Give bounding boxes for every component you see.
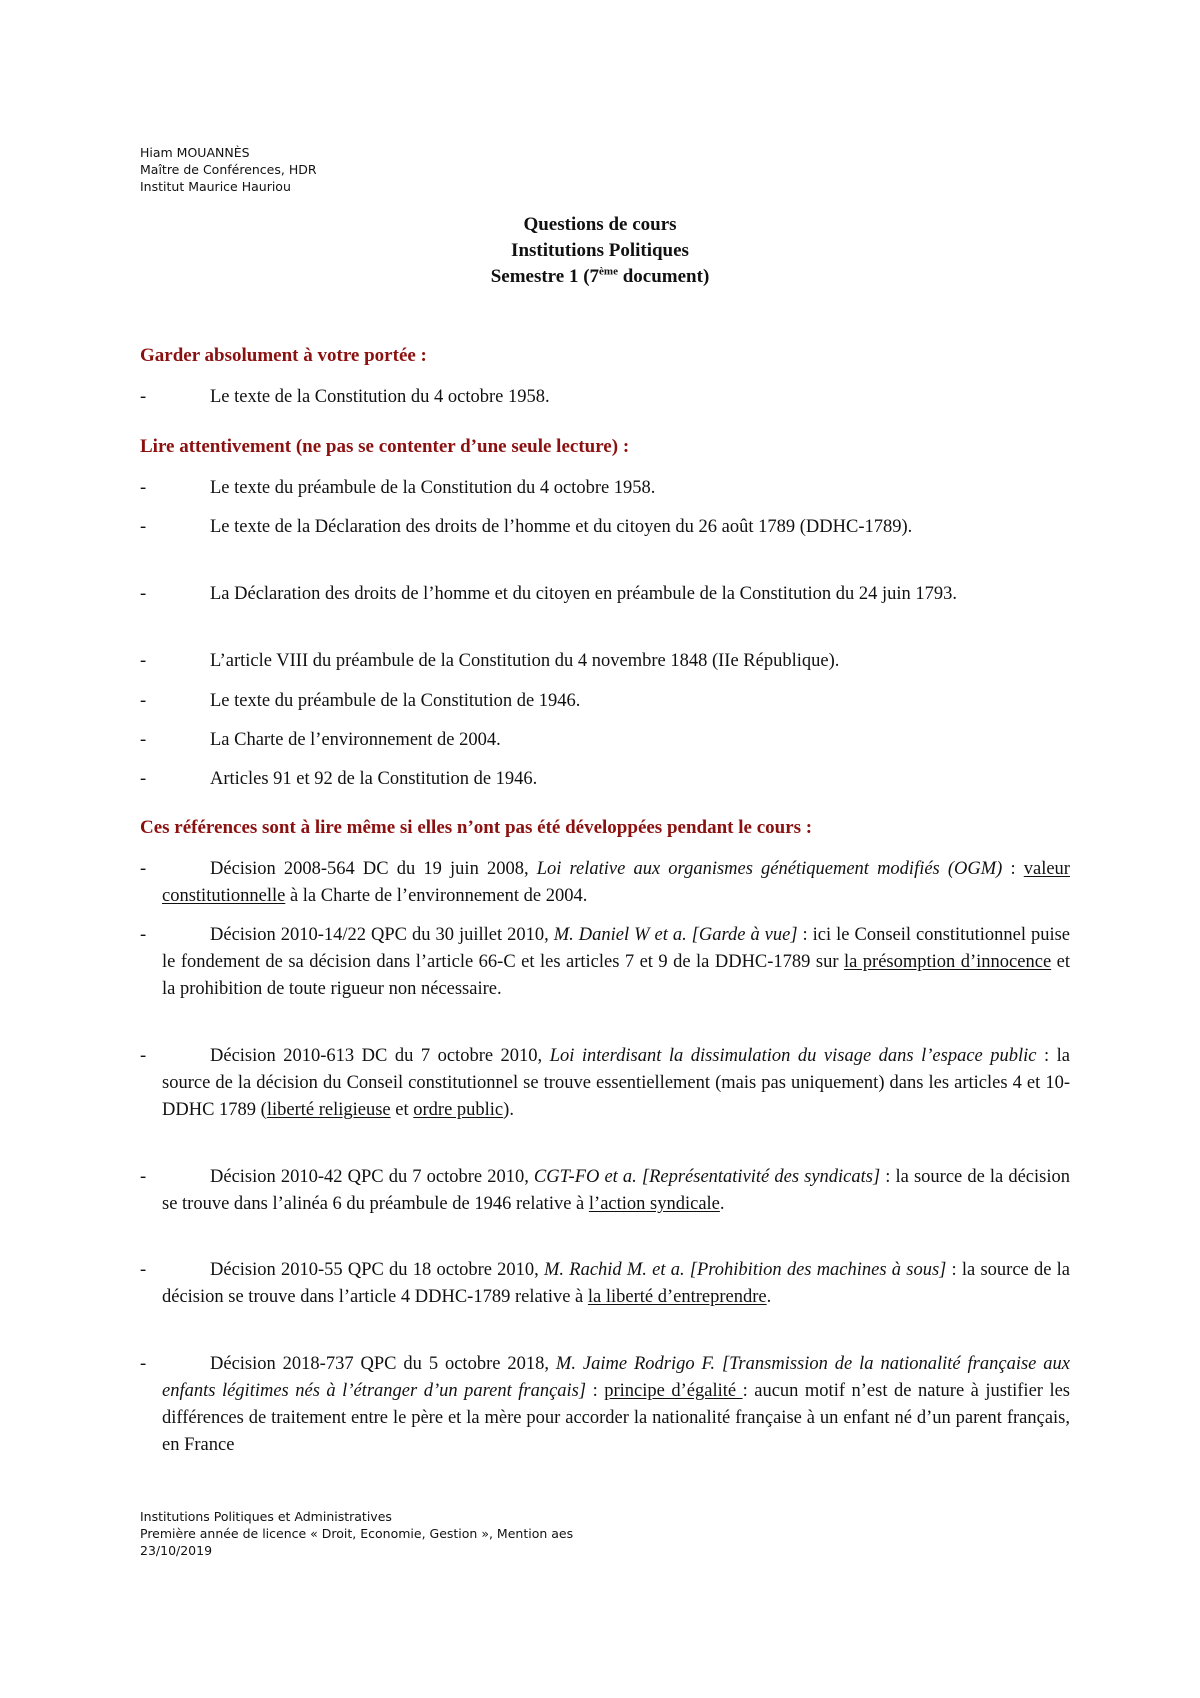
list-dash: -: [140, 1046, 147, 1066]
section-heading-read: Lire attentivement (ne pas se contenter d’une seule lecture) :: [140, 436, 630, 457]
list-dash: -: [140, 478, 147, 498]
list-item: - Décision 2010-14/22 QPC du 30 juillet 2010, M. Daniel W et a. [Garde à vue] : ici le Conseil constitutionnel puise le fondement de sa décision dans l’article 66-C et les articles 7 et 9 de la DDHC-1789 sur la présomption d’innocence et la prohibition de toute rigueur non nécessaire.: [140, 922, 1070, 1003]
list-item: - Le texte du préambule de la Constitution du 4 octobre 1958.: [140, 475, 1070, 502]
title-line-2: Institutions Politiques: [511, 240, 689, 261]
list-dash: -: [140, 859, 147, 879]
list-item: - La Charte de l’environnement de 2004.: [140, 727, 1070, 754]
list-dash: -: [140, 1354, 147, 1374]
list-item: - Décision 2010-613 DC du 7 octobre 2010, Loi interdisant la dissimulation du visage dans l’espace public : la source de la décision du Conseil constitutionnel se trouve essentiellement (mais pas uniquement) dans les articles 4 et 10-DDHC 1789 (liberté religieuse et ordre public).: [140, 1043, 1070, 1124]
list-item: - L’article VIII du préambule de la Constitution du 4 novembre 1848 (IIe République).: [140, 648, 1070, 675]
list-item: - Décision 2010-55 QPC du 18 octobre 2010, M. Rachid M. et a. [Prohibition des machines à sous] : la source de la décision se trouve dans l’article 4 DDHC-1789 relative à la liberté d’entreprendre.: [140, 1257, 1070, 1311]
footer-date: 23/10/2019: [140, 1543, 213, 1558]
author-position: Maître de Conférences, HDR: [140, 162, 317, 177]
list-dash: -: [140, 517, 147, 537]
author-header: [140, 144, 317, 195]
list-item: - La Déclaration des droits de l’homme et du citoyen en préambule de la Constitution du 24 juin 1793.: [140, 581, 1070, 608]
list-dash: -: [140, 1167, 147, 1187]
list-item: - Le texte du préambule de la Constitution de 1946.: [140, 688, 1070, 715]
list-dash: -: [140, 1260, 147, 1280]
list-dash: -: [140, 730, 147, 750]
list-item: - Décision 2010-42 QPC du 7 octobre 2010, CGT-FO et a. [Représentativité des syndicats] : la source de la décision se trouve dans l’alinéa 6 du préambule de 1946 relative à l’action syndicale.: [140, 1164, 1070, 1218]
list-dash: -: [140, 769, 147, 789]
title-line-1: Questions de cours: [523, 214, 677, 235]
section-heading-references: Ces références sont à lire même si elles n’ont pas été développées pendant le cours :: [140, 817, 813, 838]
list-item: - Décision 2008-564 DC du 19 juin 2008, Loi relative aux organismes génétiquement modifiés (OGM) : valeur constitutionnelle à la Charte de l’environnement de 2004.: [140, 856, 1070, 910]
list-dash: -: [140, 387, 147, 407]
author-institute: Institut Maurice Hauriou: [140, 179, 291, 194]
footer-course: Institutions Politiques et Administratives: [140, 1509, 392, 1524]
list-item: - Le texte de la Déclaration des droits de l’homme et du citoyen du 26 août 1789 (DDHC-1789).: [140, 514, 1070, 541]
document-title: [0, 212, 1200, 290]
page-footer: [140, 1508, 573, 1559]
list-dash: -: [140, 651, 147, 671]
list-dash: -: [140, 925, 147, 945]
title-line-3: Semestre 1 (7ème document): [490, 265, 710, 287]
list-item: - Articles 91 et 92 de la Constitution de 1946.: [140, 766, 1070, 793]
author-name: Hiam MOUANNÈS: [140, 145, 250, 160]
list-dash: -: [140, 691, 147, 711]
list-dash: -: [140, 584, 147, 604]
footer-program: Première année de licence « Droit, Economie, Gestion », Mention aes: [140, 1526, 574, 1541]
list-item: - Le texte de la Constitution du 4 octobre 1958.: [140, 384, 1070, 411]
list-item: - Décision 2018-737 QPC du 5 octobre 2018, M. Jaime Rodrigo F. [Transmission de la nationalité française aux enfants légitimes nés à l’étranger d’un parent français] : principe d’égalité : aucun motif n’est de nature à justifier les différences de traitement entre le père et la mère pour accorder la nationalité française à un enfant né d’un parent français, en France: [140, 1351, 1070, 1459]
section-heading-keep: Garder absolument à votre portée :: [140, 345, 427, 366]
